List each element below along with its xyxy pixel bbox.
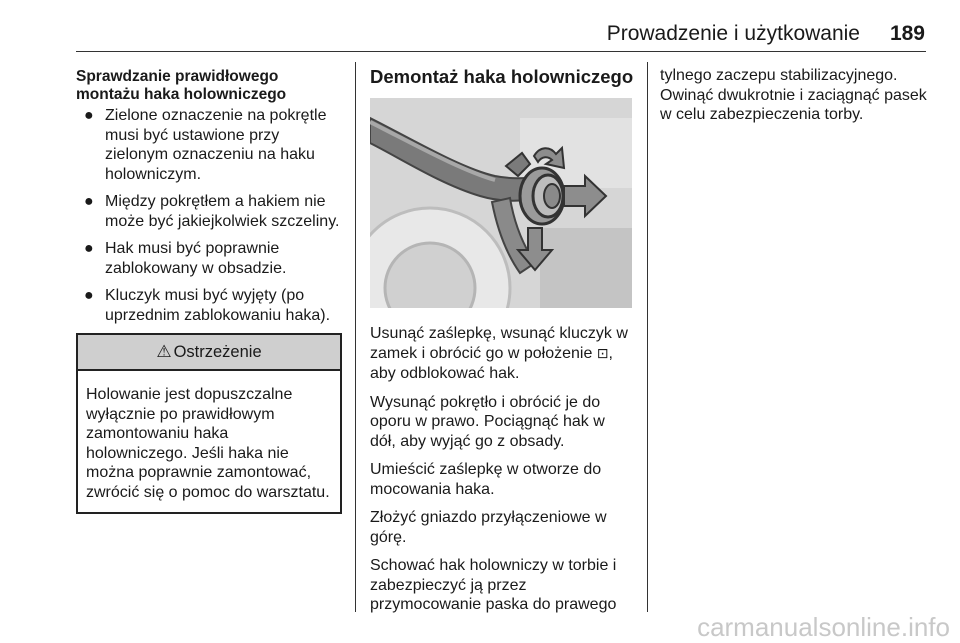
towbar-removal-illustration (370, 98, 632, 308)
column-2 (370, 66, 635, 624)
warning-header (78, 335, 340, 371)
header-rule (76, 51, 926, 52)
bullet-icon: ● (84, 287, 94, 304)
list-item (76, 239, 342, 278)
list-item (76, 286, 342, 325)
warning-body: Holowanie jest dopuszczalne wyłącznie po prawidłowym zamontowaniu haka holowniczego. Jeśli haka nie można poprawnie zamontować, zwrócić się o pomoc do warsztatu. (86, 386, 330, 501)
section-heading-removal: Demontaż haka holowniczego (370, 66, 634, 87)
paragraph-strap-bag: tylnego zaczepu stabilizacyjnego. Owinąć dwukrotnie i zaciągnąć pasek w celu zabezpieczenia torby. (660, 67, 927, 123)
paragraph-store-hook: Schować hak holowniczy w torbie i zabezpieczyć ją przez przymocowanie paska do prawego (370, 557, 617, 613)
warning-box (76, 333, 342, 514)
paragraph-pull-knob: Wysunąć pokrętło i obrócić je do oporu w prawo. Pociągnąć hak w dół, aby wyjąć go z obsady. (370, 393, 605, 450)
paragraph-fold-socket: Złożyć gniazdo przyłączeniowe w górę. (370, 509, 607, 546)
paragraph-unlock (370, 324, 635, 384)
check-list (76, 106, 342, 325)
column-divider-1 (355, 62, 356, 612)
list-item (76, 192, 342, 231)
lock-position-icon: ⊡ (596, 345, 609, 362)
column-3 (660, 66, 928, 134)
paragraph-unlock-text-a: Usunąć zaślepkę, wsunąć kluczyk w zamek i obrócić go w położenie (370, 325, 628, 362)
column-divider-2 (647, 62, 648, 612)
running-header-title: Prowadzenie i użytkowanie (606, 22, 860, 45)
paragraph-unlock-text-b: , aby odblokować hak. (370, 344, 613, 382)
list-item-text: Między pokrętłem a hakiem nie może być jakiejkolwiek szczeliny. (105, 193, 340, 230)
list-item-text: Hak musi być poprawnie zablokowany w obsadzie. (105, 240, 287, 277)
bullet-icon: ● (84, 240, 94, 257)
bullet-icon: ● (84, 107, 94, 124)
subheading-check-mounting: Sprawdzanie prawidłowego montażu haka holowniczego (76, 68, 287, 103)
watermark: carmanualsonline.info (697, 612, 950, 642)
paragraph-insert-cap: Umieścić zaślepkę w otworze do mocowania haka. (370, 461, 602, 498)
column-1 (76, 68, 342, 514)
list-item (76, 106, 342, 184)
bullet-icon: ● (84, 193, 94, 210)
list-item-text: Kluczyk musi być wyjęty (po uprzednim zablokowaniu haka). (105, 287, 331, 324)
warning-title: Ostrzeżenie (173, 342, 262, 361)
page-number: 189 (889, 22, 925, 45)
warning-triangle-icon: ⚠ (156, 342, 172, 361)
list-item-text: Zielone oznaczenie na pokrętle musi być ustawione przy zielonym oznaczeniu na haku holowniczym. (105, 107, 327, 183)
